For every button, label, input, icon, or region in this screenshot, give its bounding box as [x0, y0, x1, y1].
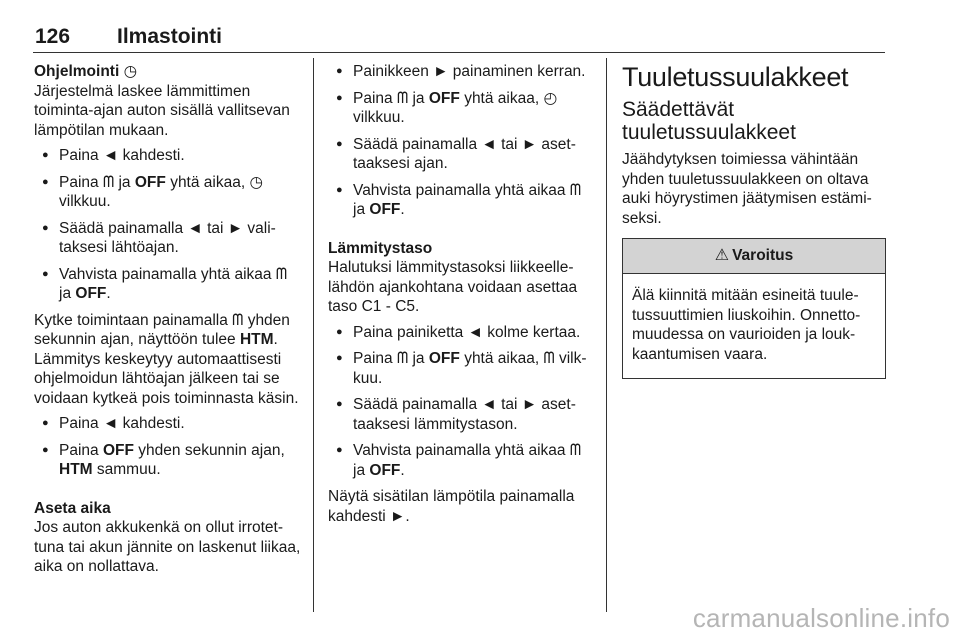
list-item: ● Painikkeen ► painaminen kerran. — [328, 62, 592, 82]
list-item: ● Paina ◄ kahdesti. — [34, 414, 302, 434]
page-title: Ilmastointi — [117, 25, 223, 48]
watermark: carmanualsonline.info — [692, 603, 950, 633]
page-header — [33, 26, 885, 53]
section-subtitle: Säädettävät tuuletussuulakkeet — [622, 98, 796, 144]
right-arrow-icon: ► — [521, 135, 538, 153]
list-item: ● Paina ᗰ ja OFF yhtä aikaa, ◷ vilkkuu. — [34, 173, 302, 212]
defrost-icon: ᗰ — [232, 311, 244, 329]
defrost-icon: ᗰ — [102, 173, 115, 191]
defrost-icon: ᗰ — [569, 442, 582, 459]
defrost-icon: ᗰ — [543, 350, 555, 367]
column-divider — [606, 58, 607, 612]
defrost-icon: ᗰ — [396, 89, 409, 107]
list-item: ● Paina painiketta ◄ kolme kertaa. — [328, 323, 592, 343]
paragraph: Halutuksi lämmitystasoksi liikkeellelähdön ajankohtana voidaan asettaa taso C1 - C5. — [328, 259, 578, 315]
list-item: ● Säädä painamalla ◄ tai ► asettaaksesi lämmitystason. — [328, 395, 592, 434]
list-item: ● Paina OFF yhden sekunnin ajan, HTM sammuu. — [34, 441, 302, 480]
column-3 — [622, 62, 886, 379]
warning-title: Varoitus — [732, 247, 794, 265]
paragraph: Näytä sisätilan lämpötila painamalla kahdesti ►. — [328, 488, 575, 525]
defrost-icon: ᗰ — [396, 350, 409, 367]
section-heading-programming: Ohjelmointi ◷ — [34, 63, 138, 80]
right-arrow-icon: ► — [227, 219, 244, 237]
warning-box — [622, 238, 886, 379]
clock-icon: ◴ — [543, 89, 557, 107]
left-arrow-icon: ◄ — [102, 415, 119, 432]
list-item: ● Vahvista painamalla yhtä aikaa ᗰ ja OFF. — [328, 441, 592, 480]
paragraph: Kytke toimintaan painamalla ᗰ yhden sekunnin ajan, näyttöön tulee HTM. — [34, 311, 290, 348]
left-arrow-icon: ◄ — [102, 147, 119, 164]
column-2 — [328, 62, 592, 526]
column-divider — [313, 58, 314, 612]
left-arrow-icon: ◄ — [187, 219, 203, 237]
list-item: ● Säädä painamalla ◄ tai ► asettaaksesi ajan. — [328, 135, 592, 174]
left-arrow-icon: ◄ — [467, 323, 483, 341]
warning-text: Älä kiinnitä mitään esineitä tuuletussuuttimien liuskoihin. Onnettomuudessa on vaurioiden ja loukkaantumisen vaara. — [632, 287, 861, 363]
right-arrow-icon: ► — [521, 396, 538, 413]
paragraph: Järjestelmä laskee lämmittimen toiminta-ajan auton sisällä vallitsevan lämpötilan mukaan. — [34, 82, 290, 139]
bullet-list — [328, 323, 592, 481]
timer-icon: ◷ — [123, 63, 138, 80]
right-arrow-icon: ► — [390, 507, 406, 525]
list-item: ● Säädä painamalla ◄ tai ► valitaksesi lähtöajan. — [34, 219, 302, 258]
section-title: Tuuletussuulakkeet — [622, 62, 849, 92]
column-1 — [34, 62, 302, 577]
left-arrow-icon: ◄ — [481, 135, 497, 153]
list-item: ● Paina ᗰ ja OFF yhtä aikaa, ◴ vilkkuu. — [328, 89, 592, 128]
bullet-list — [34, 414, 302, 480]
page-number: 126 — [35, 25, 71, 48]
right-arrow-icon: ► — [433, 63, 449, 80]
timer-icon: ◷ — [249, 173, 263, 191]
bullet-list — [328, 62, 592, 220]
paragraph: Jos auton akkukenkä on ollut irrotettuna tai akun jännite on laskenut liikaa, aika on nollattava. — [34, 519, 301, 575]
list-item: ● Vahvista painamalla yhtä aikaa ᗰ ja OFF. — [328, 181, 592, 220]
section-heading-set-time: Aseta aika — [34, 499, 111, 517]
defrost-icon: ᗰ — [275, 265, 288, 283]
list-item: ● Paina ᗰ ja OFF yhtä aikaa, ᗰ vilkkuu. — [328, 349, 592, 388]
paragraph: Jäähdytyksen toimiessa vähintään yhden tuuletussuulakkeen on oltava auki höyrystimen jäätymisen estämiseksi. — [622, 151, 872, 227]
defrost-icon: ᗰ — [569, 181, 582, 199]
warning-icon: ⚠ — [714, 247, 730, 265]
warning-header — [623, 239, 885, 274]
bullet-list — [34, 146, 302, 304]
section-heading-heating-level: Lämmitystaso — [328, 239, 433, 257]
paragraph: Lämmitys keskeytyy automaattisesti ohjelmoidun lähtöajan jälkeen tai se voidaan kytkeä pois toiminnasta käsin. — [34, 350, 299, 407]
left-arrow-icon: ◄ — [481, 396, 497, 413]
list-item: ● Paina ◄ kahdesti. — [34, 146, 302, 166]
list-item: ● Vahvista painamalla yhtä aikaa ᗰ ja OFF. — [34, 265, 302, 304]
